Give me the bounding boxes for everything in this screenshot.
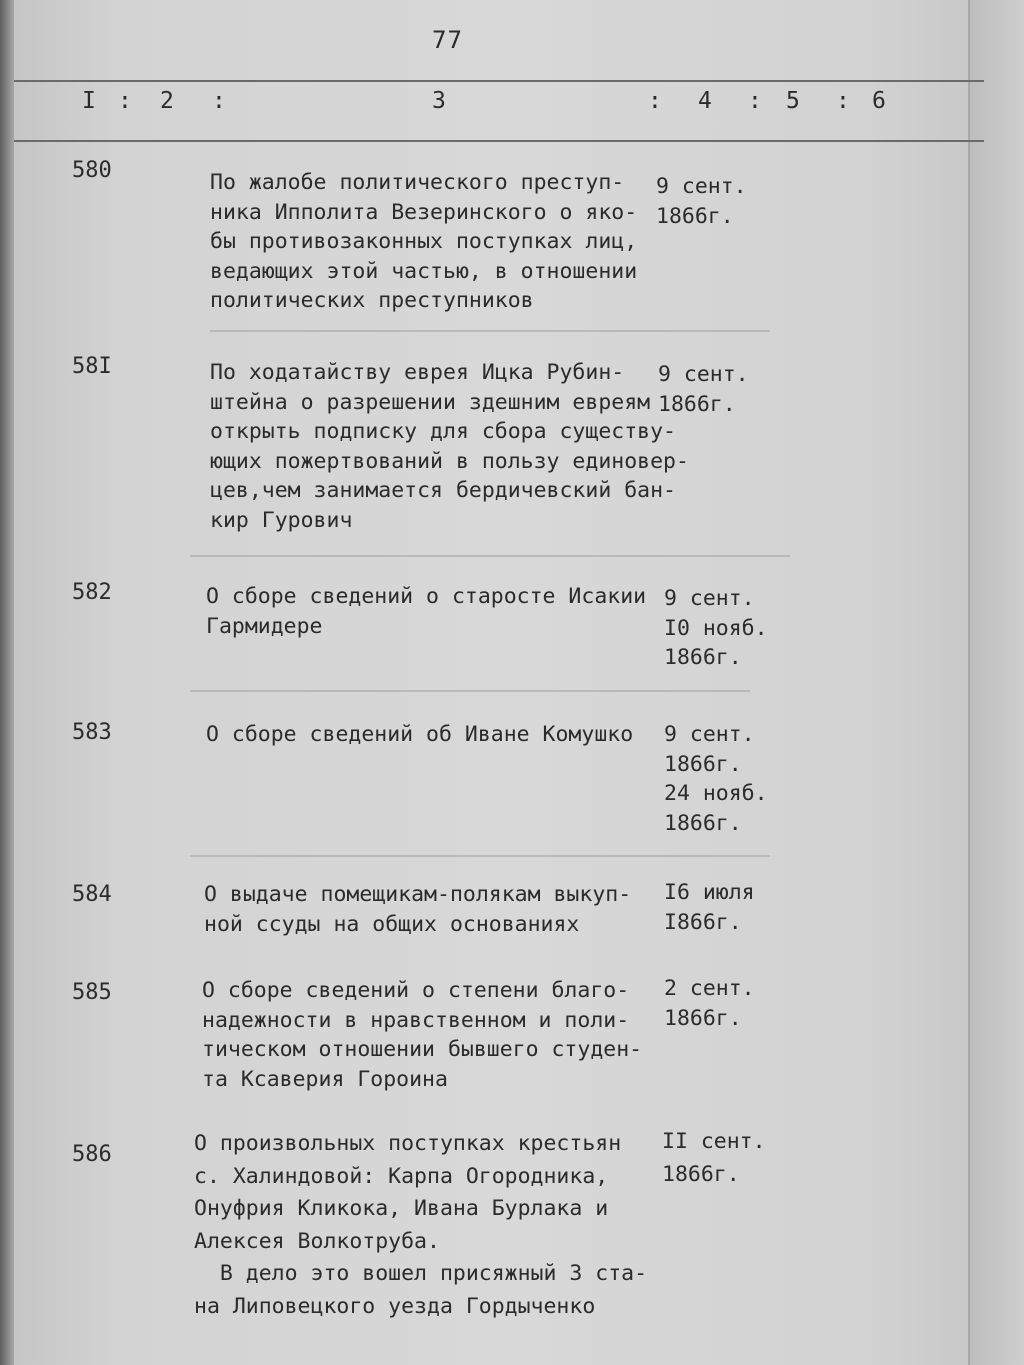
column-header-4: 4: [698, 88, 712, 114]
entry-date: I6 июля I866г.: [664, 880, 755, 935]
entry-number: 583: [72, 720, 112, 745]
entry-description: О сборе сведений о степени благо- надежности в нравственном и поли- тическом отношении бывшего студен- та Ксаверия Гороина: [202, 978, 643, 1092]
entry-number: 584: [72, 882, 112, 907]
entry-description: О выдаче помещикам-полякам выкуп- ной ссуды на общих основаниях: [204, 882, 632, 937]
entry-date: 9 сент. 1866г.: [658, 362, 749, 417]
entry-number: 586: [72, 1142, 112, 1167]
header-rule-top: [14, 80, 984, 82]
column-header-1: I: [82, 88, 96, 114]
column-header-2: 2: [160, 88, 174, 114]
entry-description: По ходатайству еврея Ицка Рубин- штейна о разрешении здешним евреям открыть подписку для сбора существу- ющих пожертвований в пользу единовер- цев,чем занимается бердичевский бан- кир Гурович: [210, 360, 689, 533]
entry-date: 9 сент. 1866г.: [656, 174, 747, 229]
column-header-6: 6: [872, 88, 886, 114]
entry-number: 580: [72, 158, 112, 183]
entry-number: 582: [72, 580, 112, 605]
page-edge: [968, 0, 1024, 1365]
entry-date: 2 сент. 1866г.: [664, 976, 755, 1031]
entry-description: О сборе сведений о старосте Исакии Гармидере: [206, 584, 647, 639]
entry-description: О сборе сведений об Иване Комушко: [206, 722, 634, 747]
column-header-5: 5: [786, 88, 800, 114]
entry-description: По жалобе политического преступ- ника Ипполита Везеринского о яко- бы противозаконных поступках лиц, ведающих этой частью, в отношении политических преступников: [210, 170, 638, 313]
column-separator: :: [836, 88, 850, 114]
bleed-through-line: [190, 855, 770, 857]
header-rule-bottom: [14, 140, 984, 142]
entry-number: 585: [72, 980, 112, 1005]
bleed-through-line: [190, 690, 750, 692]
bleed-through-line: [190, 555, 790, 557]
column-separator: :: [212, 88, 226, 114]
entry-description: О произвольных поступках крестьян с. Халиндовой: Карпа Огородника, Онуфрия Кликока, Ивана Бурлака и Алексея Волкотруба. В дело это вошел присяжный 3 ста- на Липовецкого уезда Гордыченко: [194, 1131, 648, 1319]
entry-number: 58I: [72, 354, 112, 379]
column-separator: :: [118, 88, 132, 114]
entry-date: 9 сент. I0 нояб. 1866г.: [664, 586, 768, 670]
column-separator: :: [648, 88, 662, 114]
entry-date: 9 сент. 1866г. 24 нояб. 1866г.: [664, 722, 768, 836]
column-header-3: 3: [432, 88, 446, 114]
column-separator: :: [748, 88, 762, 114]
entry-date: II сент. 1866г.: [662, 1129, 766, 1187]
page-number: 77: [432, 26, 463, 54]
binding-shadow: [0, 0, 14, 1365]
bleed-through-line: [210, 330, 770, 332]
